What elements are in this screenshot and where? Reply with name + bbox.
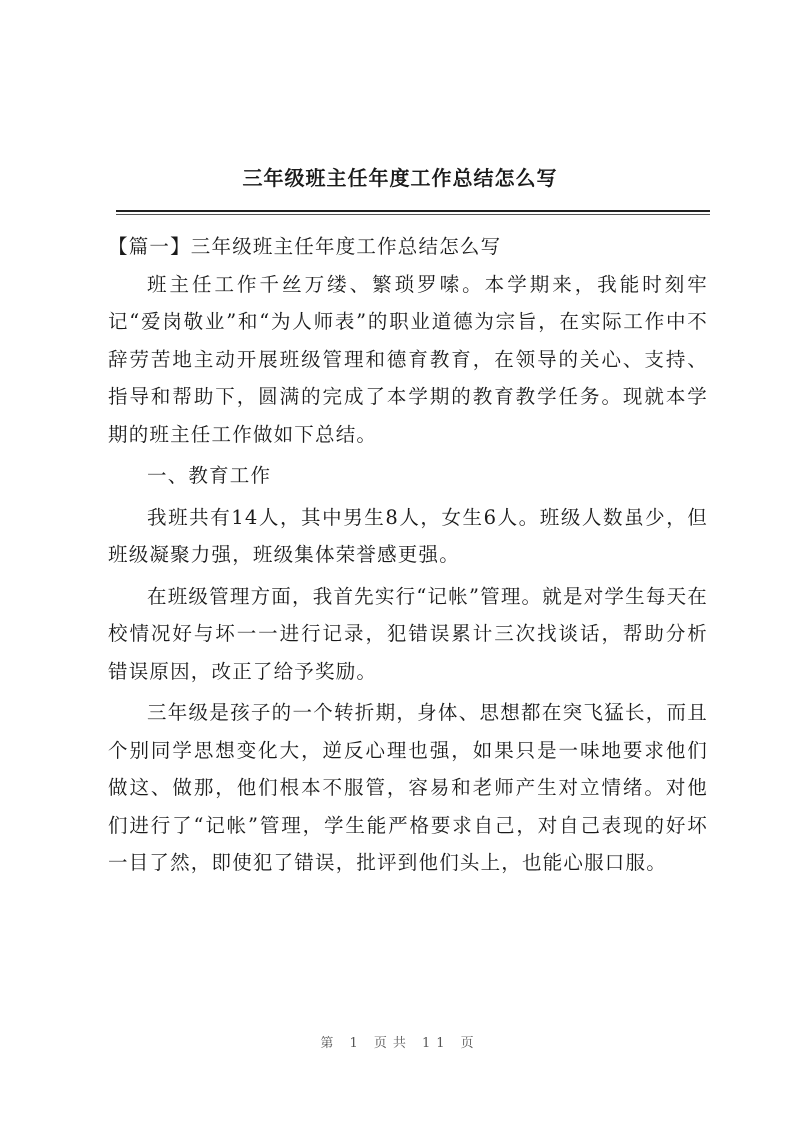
subheading-education-work: 一、教育工作 (147, 464, 272, 487)
title-divider-thick (116, 210, 710, 212)
document-title: 三年级班主任年度工作总结怎么写 (242, 166, 558, 190)
page-number-footer: 第 1 页共 11 页 (320, 1036, 480, 1051)
paragraph-intro: 班主任工作千丝万缕、繁琐罗嗦。本学期来，我能时刻牢记“爱岗敬业”和“为人师表”的职业道德为宗旨，在实际工作中不辞劳苦地主动开展班级管理和德育教育，在领导的关心、支持、指导和帮助下，圆满的完成了本学期的教育教学任务。现就本学期的班主任工作做如下总结。 (108, 272, 708, 446)
title-divider-thin (116, 214, 710, 215)
paragraph-third-grade: 三年级是孩子的一个转折期，身体、思想都在突飞猛长，而且个别同学思想变化大，逆反心理也强，如果只是一味地要求他们做这、做那，他们根本不服管，容易和老师产生对立情绪。对他们进行了“记帐”管理，学生能严格要求自己，对自己表现的好坏一目了然，即使犯了错误，批评到他们头上，也能心服口服。 (108, 701, 708, 874)
section-heading: 【篇一】三年级班主任年度工作总结怎么写 (108, 235, 502, 258)
document-body (108, 228, 708, 882)
paragraph-class-size: 我班共有14人，其中男生8人，女生6人。班级人数虽少，但班级凝聚力强，班级集体荣誉感更强。 (108, 505, 708, 566)
paragraph-class-management: 在班级管理方面，我首先实行“记帐”管理。就是对学生每天在校情况好与坏一一进行记录，犯错误累计三次找谈话，帮助分析错误原因，改正了给予奖励。 (108, 584, 708, 683)
